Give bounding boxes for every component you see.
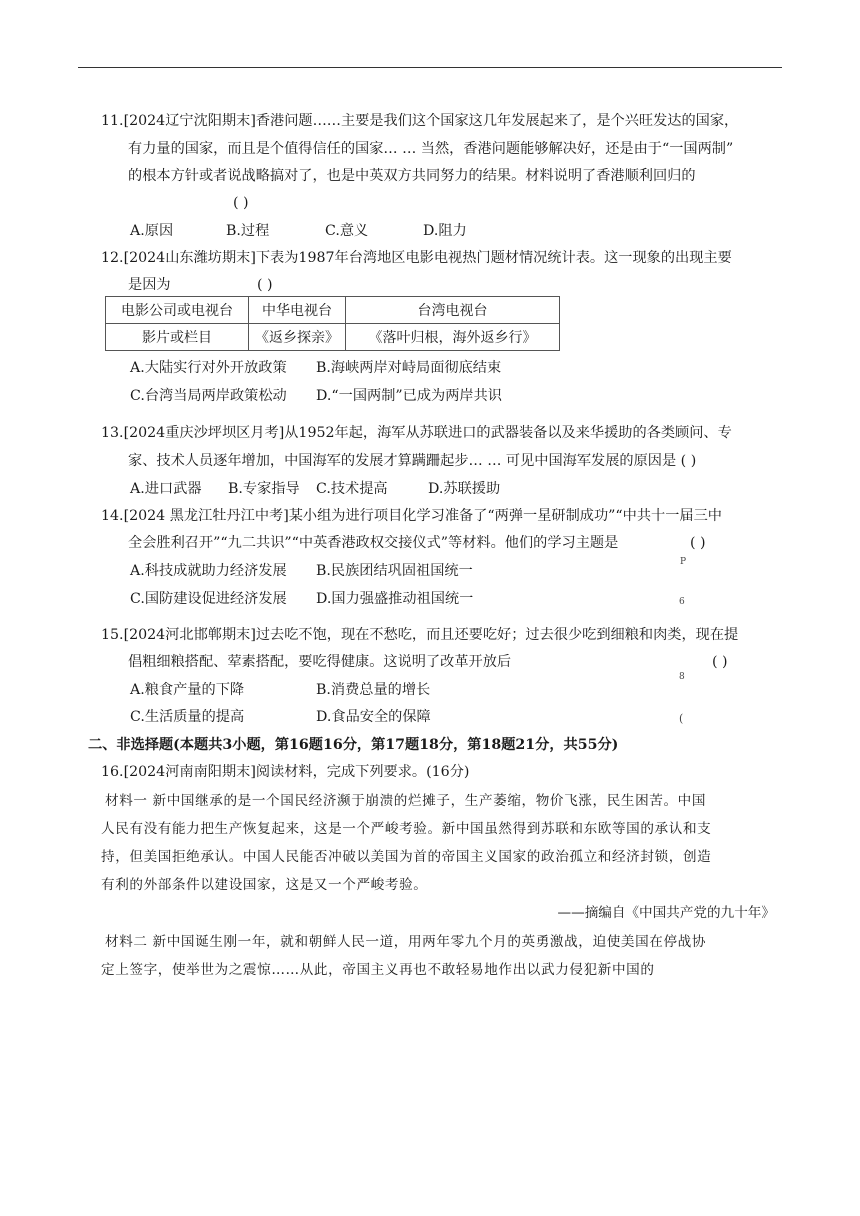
q14-option-a: A.科技成就助力经济发展 [130,563,287,579]
q15-option-a: A.粮食产量的下降 [130,682,245,698]
q15-option-c: C.生活质量的提高 [130,709,245,725]
q11-line-3: 的根本方针或者说战略搞对了，也是中英双方共同努力的结果。材料说明了香港顺利回归的 [128,168,696,184]
margin-mark: 6 [679,597,685,607]
q11-answer-paren: ( ) [233,195,249,211]
q16-material-2-line: 定上签字，使举世为之震惊……从此，帝国主义再也不敢轻易地作出以武力侵犯新中国的 [101,962,655,978]
margin-mark: ( [679,712,684,725]
q11-option-d: D.阻力 [423,223,467,239]
q12-statistics-table [105,296,560,351]
q15-line-1: 15.[2024河北邯郸期末]过去吃不饱，现在不愁吃，而且还要吃好；过去很少吃到细粮和肉类，现在提 [101,627,739,643]
margin-mark: 8 [679,672,685,682]
q13-option-b: B.专家指导 [228,481,300,497]
q13-option-d: D.苏联援助 [428,481,501,497]
q13-line-1: 13.[2024重庆沙坪坝区月考]从1952年起，海军从苏联进口的武器装备以及来华援助的各类顾问、专 [101,425,732,441]
q15-option-d: D.食品安全的保障 [316,709,431,725]
q11-option-c: C.意义 [325,223,369,239]
q12-answer-paren: ( ) [257,277,273,293]
q11-option-a: A.原因 [130,223,174,239]
q14-option-c: C.国防建设促进经济发展 [130,591,287,607]
table-cell: 电影公司或电视台 [106,297,249,324]
q12-line-1: 12.[2024山东潍坊期末]下表为1987年台湾地区电影电视热门题材情况统计表。这一现象的出现主要 [101,250,732,266]
q15-answer-paren: ( ) [712,654,728,670]
q14-line-1: 14.[2024 黑龙江牡丹江中考]某小组为进行项目化学习准备了“两弹一星研制成功”“中共十一届三中 [101,508,722,524]
q16-material-2-line: 材料二 新中国诞生刚一年，就和朝鲜人民一道，用两年零九个月的英勇激战，迫使美国在停战协 [105,934,707,950]
q16-material-1-source: ——摘编自《中国共产党的九十年》 [557,905,775,921]
q13-option-a: A.进口武器 [130,481,202,497]
q13-option-c: C.技术提高 [316,481,388,497]
q15-option-b: B.消费总量的增长 [316,682,431,698]
q14-answer-paren: ( ) [690,535,706,551]
table-cell: 《落叶归根，海外返乡行》 [346,324,560,351]
q16-material-1-line: 人民有没有能力把生产恢复起来，这是一个严峻考验。新中国虽然得到苏联和东欧等国的承认和支 [101,821,712,837]
q12-option-d: D.“一国两制”已成为两岸共识 [316,388,502,404]
q16-stem: 16.[2024河南南阳期末]阅读材料，完成下列要求。(16分) [101,764,470,780]
section-2-title: 二、非选择题(本题共3小题，第16题16分，第17题18分，第18题21分，共55分) [88,737,619,753]
q14-line-2: 全会胜利召开”“九二共识”“中英香港政权交接仪式”等材料。他们的学习主题是 [128,535,619,551]
q12-option-a: A.大陆实行对外开放政策 [130,360,287,376]
q12-option-c: C.台湾当局两岸政策松动 [130,388,287,404]
margin-mark: P [680,557,687,567]
table-cell: 中华电视台 [249,297,346,324]
q12-line-2: 是因为 [128,277,171,293]
q12-option-b: B.海峡两岸对峙局面彻底结束 [316,360,502,376]
q16-material-1-line: 材料一 新中国继承的是一个国民经济濒于崩溃的烂摊子，生产萎缩，物价飞涨，民生困苦。中国 [105,793,707,809]
q16-material-1-line: 持，但美国拒绝承认。中国人民能否冲破以美国为首的帝国主义国家的政治孤立和经济封锁，创造 [101,849,712,865]
q11-line-2: 有力量的国家，而且是个值得信任的国家… … 当然，香港问题能够解决好，还是由于“一国两制” [128,141,734,157]
q16-material-1 [101,787,785,899]
table-row [106,297,560,324]
q16-material-2 [101,928,785,984]
q14-option-b: B.民族团结巩固祖国统一 [316,563,473,579]
q15-line-2: 倡粗细粮搭配、荤素搭配，要吃得健康。这说明了改革开放后 [128,654,512,670]
q13-line-2: 家、技术人员逐年增加，中国海军的发展才算蹒跚起步… … 可见中国海军发展的原因是 ( ) [128,453,697,469]
q11-option-b: B.过程 [226,223,270,239]
q16-material-1-line: 有利的外部条件以建设国家，这是又一个严峻考验。 [101,877,428,893]
q14-option-d: D.国力强盛推动祖国统一 [316,591,474,607]
table-row [106,324,560,351]
table-cell: 《返乡探亲》 [249,324,346,351]
header-rule [78,67,782,68]
table-cell: 影片或栏目 [106,324,249,351]
q11-line-1: 11.[2024辽宁沈阳期末]香港问题……主要是我们这个国家这几年发展起来了，是个兴旺发达的国家， [101,113,739,129]
table-cell: 台湾电视台 [346,297,560,324]
